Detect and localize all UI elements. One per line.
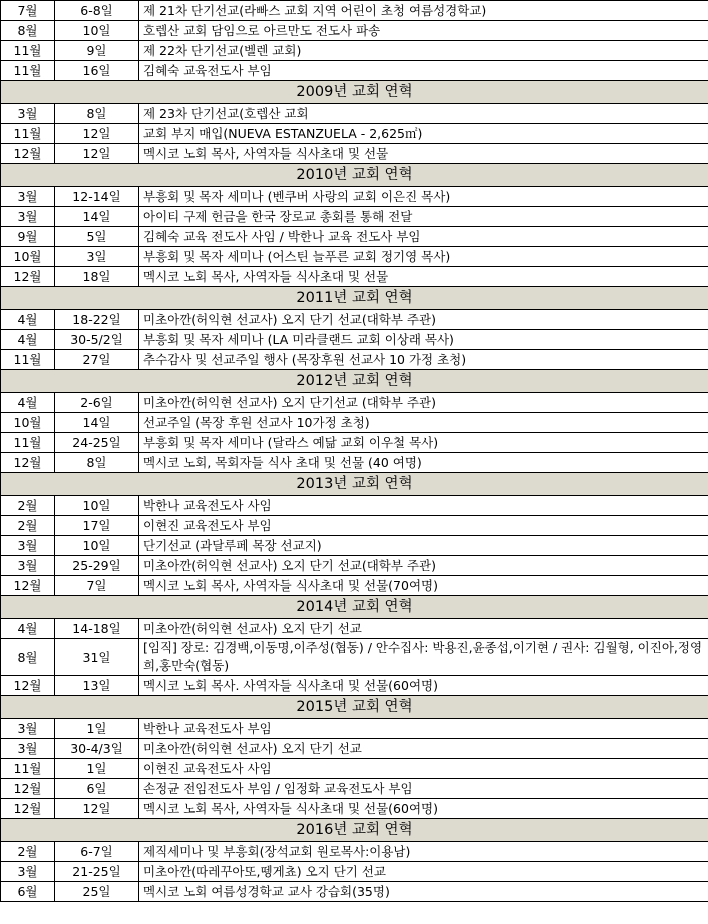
day-cell: 9일 — [55, 41, 139, 61]
history-table-body — [1, 1, 708, 902]
event-cell: [임직] 장로: 김경백,이동명,이주성(협동) / 안수집사: 박용진,윤종섭,이기현 / 권사: 김월형, 이진아,정영희,홍만숙(협동) — [139, 639, 708, 676]
day-cell: 10일 — [55, 21, 139, 41]
month-cell: 3월 — [1, 739, 55, 759]
event-cell: 제 23차 단기선교(호렙산 교회 — [139, 104, 708, 124]
year-section-header — [1, 473, 708, 496]
history-row — [1, 619, 708, 639]
day-cell: 18-22일 — [55, 310, 139, 330]
month-cell: 12월 — [1, 267, 55, 287]
event-cell: 제 21차 단기선교(라빠스 교회 지역 어린이 초청 여름성경학교) — [139, 1, 708, 21]
month-cell: 11월 — [1, 350, 55, 370]
month-cell: 3월 — [1, 556, 55, 576]
year-heading: 2013년 교회 연혁 — [1, 473, 708, 496]
month-cell: 3월 — [1, 719, 55, 739]
event-cell: 미초아깐(허익현 선교사) 오지 단기선교 (대학부 주관) — [139, 393, 708, 413]
history-row — [1, 862, 708, 882]
day-cell: 13일 — [55, 676, 139, 696]
day-cell: 14일 — [55, 207, 139, 227]
day-cell: 17일 — [55, 516, 139, 536]
year-section-header — [1, 696, 708, 719]
history-row — [1, 676, 708, 696]
history-row — [1, 719, 708, 739]
month-cell: 12월 — [1, 799, 55, 819]
day-cell: 31일 — [55, 639, 139, 676]
history-row — [1, 842, 708, 862]
event-cell: 부흥회 및 목자 세미나 (달라스 예닮 교회 이우철 목사) — [139, 433, 708, 453]
history-row — [1, 882, 708, 902]
month-cell: 11월 — [1, 41, 55, 61]
day-cell: 3일 — [55, 247, 139, 267]
month-cell: 3월 — [1, 104, 55, 124]
event-cell: 이현진 교육전도사 부임 — [139, 516, 708, 536]
day-cell: 7일 — [55, 576, 139, 596]
history-row — [1, 496, 708, 516]
history-row — [1, 21, 708, 41]
event-cell: 부흥회 및 목자 세미나 (LA 미라클랜드 교회 이상래 목사) — [139, 330, 708, 350]
year-heading: 2011년 교회 연혁 — [1, 287, 708, 310]
year-heading: 2009년 교회 연혁 — [1, 81, 708, 104]
event-cell: 미초아깐(허익현 선교사) 오지 단기 선교 — [139, 739, 708, 759]
month-cell: 6월 — [1, 882, 55, 902]
event-cell: 추수감사 및 선교주일 행사 (목장후원 선교사 10 가정 초청) — [139, 350, 708, 370]
event-cell: 호렙산 교회 담임으로 아르만도 전도사 파송 — [139, 21, 708, 41]
month-cell: 12월 — [1, 144, 55, 164]
history-row — [1, 207, 708, 227]
event-cell: 미초아깐(따레꾸아또,뗑게쵸) 오지 단기 선교 — [139, 862, 708, 882]
history-row — [1, 310, 708, 330]
history-row — [1, 799, 708, 819]
day-cell: 25일 — [55, 882, 139, 902]
event-cell: 단기선교 (과달루페 목장 선교지) — [139, 536, 708, 556]
day-cell: 10일 — [55, 496, 139, 516]
event-cell: 부흥회 및 목자 세미나 (벤쿠버 사랑의 교회 이은진 목사) — [139, 187, 708, 207]
day-cell: 12-14일 — [55, 187, 139, 207]
history-row — [1, 556, 708, 576]
event-cell: 멕시코 노회 목사, 사역자들 식사초대 및 선물 — [139, 267, 708, 287]
event-cell: 미초아깐(허익현 선교사) 오지 단기 선교 — [139, 619, 708, 639]
month-cell: 12월 — [1, 779, 55, 799]
year-heading: 2010년 교회 연혁 — [1, 164, 708, 187]
month-cell: 11월 — [1, 124, 55, 144]
month-cell: 12월 — [1, 576, 55, 596]
event-cell: 박한나 교육전도사 부임 — [139, 719, 708, 739]
event-cell: 김혜숙 교육 전도사 사임 / 박한나 교육 전도사 부임 — [139, 227, 708, 247]
day-cell: 30-4/3일 — [55, 739, 139, 759]
history-row — [1, 227, 708, 247]
month-cell: 3월 — [1, 187, 55, 207]
event-cell: 멕시코 노회 여름성경학교 교사 강습회(35명) — [139, 882, 708, 902]
month-cell: 10월 — [1, 413, 55, 433]
day-cell: 27일 — [55, 350, 139, 370]
history-row — [1, 1, 708, 21]
history-row — [1, 759, 708, 779]
year-heading: 2016년 교회 연혁 — [1, 819, 708, 842]
day-cell: 21-25일 — [55, 862, 139, 882]
history-row — [1, 639, 708, 676]
month-cell: 4월 — [1, 393, 55, 413]
month-cell: 10월 — [1, 247, 55, 267]
year-section-header — [1, 596, 708, 619]
history-row — [1, 350, 708, 370]
event-cell: 멕시코 노회 목사, 사역자들 식사초대 및 선물 — [139, 144, 708, 164]
day-cell: 1일 — [55, 719, 139, 739]
history-row — [1, 516, 708, 536]
day-cell: 8일 — [55, 104, 139, 124]
history-row — [1, 576, 708, 596]
day-cell: 8일 — [55, 453, 139, 473]
event-cell: 멕시코 노회, 목회자들 식사 초대 및 선물 (40 여명) — [139, 453, 708, 473]
day-cell: 6일 — [55, 779, 139, 799]
event-cell: 손정균 전임전도사 부임 / 임정화 교육전도사 부임 — [139, 779, 708, 799]
history-row — [1, 433, 708, 453]
month-cell: 11월 — [1, 759, 55, 779]
history-row — [1, 187, 708, 207]
month-cell: 3월 — [1, 207, 55, 227]
history-row — [1, 453, 708, 473]
year-heading: 2014년 교회 연혁 — [1, 596, 708, 619]
event-cell: 이현진 교육전도사 사임 — [139, 759, 708, 779]
day-cell: 24-25일 — [55, 433, 139, 453]
day-cell: 30-5/2일 — [55, 330, 139, 350]
month-cell: 4월 — [1, 330, 55, 350]
history-row — [1, 330, 708, 350]
history-row — [1, 124, 708, 144]
history-row — [1, 41, 708, 61]
day-cell: 5일 — [55, 227, 139, 247]
year-section-header — [1, 164, 708, 187]
history-row — [1, 267, 708, 287]
history-row — [1, 61, 708, 81]
year-section-header — [1, 81, 708, 104]
history-row — [1, 144, 708, 164]
day-cell: 25-29일 — [55, 556, 139, 576]
history-row — [1, 536, 708, 556]
month-cell: 8월 — [1, 639, 55, 676]
history-row — [1, 104, 708, 124]
month-cell: 2월 — [1, 496, 55, 516]
day-cell: 16일 — [55, 61, 139, 81]
day-cell: 14-18일 — [55, 619, 139, 639]
history-row — [1, 739, 708, 759]
day-cell: 6-8일 — [55, 1, 139, 21]
month-cell: 2월 — [1, 516, 55, 536]
day-cell: 14일 — [55, 413, 139, 433]
event-cell: 미초아깐(허익현 선교사) 오지 단기 선교(대학부 주관) — [139, 310, 708, 330]
event-cell: 박한나 교육전도사 사임 — [139, 496, 708, 516]
history-row — [1, 413, 708, 433]
day-cell: 18일 — [55, 267, 139, 287]
history-row — [1, 779, 708, 799]
day-cell: 1일 — [55, 759, 139, 779]
year-heading: 2012년 교회 연혁 — [1, 370, 708, 393]
month-cell: 4월 — [1, 619, 55, 639]
month-cell: 11월 — [1, 433, 55, 453]
month-cell: 12월 — [1, 676, 55, 696]
year-section-header — [1, 287, 708, 310]
year-section-header — [1, 370, 708, 393]
month-cell: 2월 — [1, 842, 55, 862]
day-cell: 10일 — [55, 536, 139, 556]
event-cell: 제 22차 단기선교(벨렌 교회) — [139, 41, 708, 61]
day-cell: 12일 — [55, 124, 139, 144]
day-cell: 6-7일 — [55, 842, 139, 862]
event-cell: 멕시코 노회 목사, 사역자들 식사초대 및 선물(60여명) — [139, 799, 708, 819]
month-cell: 9월 — [1, 227, 55, 247]
event-cell: 김혜숙 교육전도사 부임 — [139, 61, 708, 81]
month-cell: 3월 — [1, 536, 55, 556]
event-cell: 교회 부지 매입(NUEVA ESTANZUELA - 2,625㎡) — [139, 124, 708, 144]
year-heading: 2015년 교회 연혁 — [1, 696, 708, 719]
event-cell: 부흥회 및 목자 세미나 (어스틴 늘푸른 교회 정기영 목사) — [139, 247, 708, 267]
event-cell: 멕시코 노회 목사, 사역자들 식사초대 및 선물(70여명) — [139, 576, 708, 596]
event-cell: 미초아깐(허익현 선교사) 오지 단기 선교(대학부 주관) — [139, 556, 708, 576]
month-cell: 4월 — [1, 310, 55, 330]
history-row — [1, 247, 708, 267]
month-cell: 7월 — [1, 1, 55, 21]
day-cell: 2-6일 — [55, 393, 139, 413]
event-cell: 제직세미나 및 부흥회(장석교회 원로목사:이용남) — [139, 842, 708, 862]
month-cell: 3월 — [1, 862, 55, 882]
day-cell: 12일 — [55, 144, 139, 164]
month-cell: 12월 — [1, 453, 55, 473]
history-row — [1, 393, 708, 413]
event-cell: 아이티 구제 헌금을 한국 장로교 총회를 통해 전달 — [139, 207, 708, 227]
event-cell: 멕시코 노회 목사. 사역자들 식사초대 및 선물(60여명) — [139, 676, 708, 696]
month-cell: 11월 — [1, 61, 55, 81]
month-cell: 8월 — [1, 21, 55, 41]
day-cell: 12일 — [55, 799, 139, 819]
year-section-header — [1, 819, 708, 842]
event-cell: 선교주일 (목장 후원 선교사 10가정 초청) — [139, 413, 708, 433]
